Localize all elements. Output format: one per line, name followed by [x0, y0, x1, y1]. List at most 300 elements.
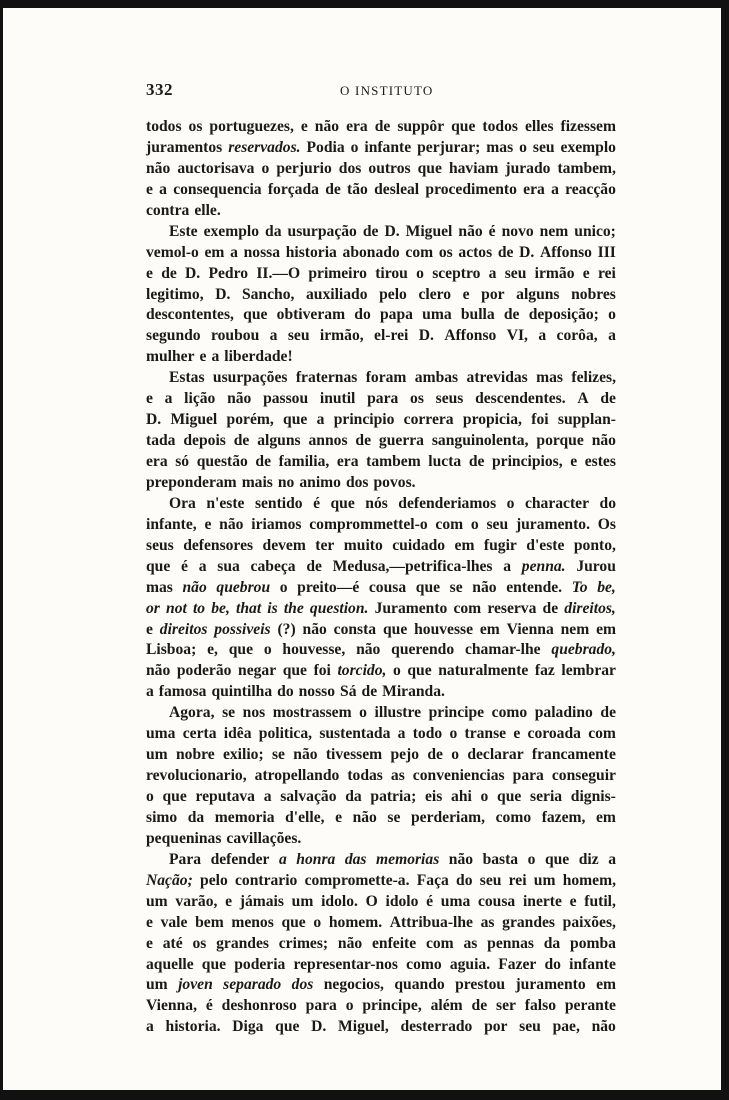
word: faz: [534, 662, 555, 680]
word: de: [497, 243, 514, 261]
word: D.: [185, 264, 201, 282]
word: torcido,: [337, 662, 387, 680]
word: que: [283, 411, 308, 429]
word: preponderam: [146, 473, 237, 491]
word: consequencia: [173, 180, 262, 198]
word: um: [146, 892, 168, 910]
word: suppôr: [397, 118, 445, 135]
word: corôa,: [556, 327, 598, 345]
word: nós: [365, 494, 388, 512]
word: porém,: [226, 411, 274, 429]
word: n'este: [206, 494, 245, 512]
word: patria;: [370, 788, 417, 805]
word: pomba: [570, 934, 616, 952]
word: lição: [184, 390, 216, 408]
word: e: [146, 934, 153, 952]
word: não: [146, 159, 171, 177]
word: Miguel: [170, 411, 218, 429]
word: e: [146, 913, 153, 931]
word: Vienna: [506, 620, 554, 638]
word: descendentes.: [475, 390, 566, 408]
word: sentido: [254, 494, 303, 512]
word: não: [591, 432, 616, 450]
word: como: [491, 704, 528, 722]
word: do: [599, 494, 616, 512]
word: era: [346, 118, 368, 135]
word: os: [438, 243, 453, 261]
word: alguns: [257, 432, 301, 450]
word: memoria: [214, 808, 275, 826]
word: Miguel,: [338, 1018, 389, 1036]
word: da: [345, 788, 362, 805]
word: é: [181, 557, 188, 575]
word: tão: [347, 180, 368, 198]
word: segundo: [146, 327, 201, 345]
word: conseguir: [551, 767, 616, 785]
word: memorias: [376, 850, 440, 868]
word: o: [527, 850, 536, 868]
text-line: [146, 389, 616, 410]
word: pae,: [552, 1018, 580, 1036]
word: se: [222, 704, 236, 722]
text-line: [146, 264, 616, 285]
text-line: [146, 1017, 616, 1038]
word: tambem,: [557, 159, 616, 177]
word: principios,: [492, 453, 563, 470]
text-line: [146, 996, 616, 1017]
word: o: [313, 913, 322, 931]
word: paladino: [534, 704, 593, 722]
word: quintilha: [211, 683, 273, 701]
word: Attribua-lhe: [389, 913, 473, 931]
word: a: [164, 390, 173, 408]
word: que: [417, 159, 442, 177]
word: III: [597, 243, 616, 261]
word: abonado: [342, 243, 400, 261]
text-line: [146, 620, 616, 641]
word: or: [146, 599, 160, 617]
text-line: [146, 452, 616, 473]
word: com: [405, 243, 434, 261]
word: D.: [146, 411, 162, 429]
word: todas: [347, 767, 383, 785]
body-text: [146, 117, 616, 1038]
word: que: [243, 306, 268, 324]
word: exilio;: [222, 746, 264, 764]
text-line: [146, 724, 616, 745]
text-line: [146, 536, 616, 557]
word: Diga: [232, 1018, 264, 1036]
text-line: [146, 515, 616, 536]
word: é: [488, 222, 496, 240]
word: a: [316, 411, 325, 429]
word: a: [269, 327, 278, 345]
word: joven: [178, 976, 213, 994]
word: Fazer: [498, 955, 537, 973]
word: a: [263, 788, 272, 805]
text-line: [146, 934, 616, 955]
word: porque: [536, 432, 584, 450]
word: compromette-a.: [304, 871, 410, 889]
word: a: [608, 850, 616, 868]
word: familia,: [278, 453, 330, 470]
word: fizessem: [560, 118, 616, 135]
word: que: [407, 662, 432, 680]
word: iriamos: [251, 515, 302, 533]
word: e: [146, 180, 153, 198]
word: é: [205, 997, 213, 1015]
word: irmão: [534, 264, 575, 282]
word: deshonroso: [221, 997, 297, 1015]
word: contra: [146, 201, 190, 219]
word: Nação;: [146, 871, 193, 889]
word: em: [454, 536, 475, 554]
word: illustre: [374, 704, 422, 722]
text-line: [146, 473, 616, 494]
word: se: [449, 578, 463, 596]
word: idolo.: [321, 892, 358, 910]
word: como: [495, 808, 532, 826]
word: rei: [597, 264, 616, 282]
word: Sancho,: [241, 285, 295, 303]
word: e: [335, 808, 343, 826]
word: Medusa,—petrifica-lhes: [332, 557, 493, 575]
word: em: [204, 243, 225, 261]
word: a: [488, 264, 497, 282]
word: o: [393, 662, 401, 680]
word: das: [344, 850, 367, 868]
text-line: [146, 703, 616, 724]
word: e: [225, 892, 233, 910]
word: o: [350, 138, 359, 156]
word: tirou: [375, 264, 408, 282]
word: de: [471, 997, 488, 1015]
word: pejo: [390, 746, 420, 764]
word: Estas: [169, 369, 205, 387]
word: lembrar: [561, 662, 616, 680]
word: el-rei: [374, 327, 409, 345]
word: de: [374, 118, 391, 135]
word: pelo: [379, 285, 407, 303]
word: principio: [333, 411, 395, 429]
word: (?): [277, 620, 296, 638]
word: homem.: [328, 913, 383, 931]
word: de: [233, 432, 250, 450]
word: be,: [211, 599, 230, 617]
word: actos: [458, 243, 493, 261]
text-line: [146, 117, 616, 138]
word: consta: [333, 620, 377, 638]
word: uma: [146, 725, 176, 743]
word: O: [365, 892, 378, 910]
text-line: [146, 159, 616, 180]
text-line: [146, 892, 616, 913]
word: obtiveram: [276, 306, 346, 324]
word: um: [533, 871, 556, 889]
word: liberdade!: [224, 348, 293, 366]
word: separado: [223, 976, 282, 994]
word: que: [544, 850, 570, 868]
text-line: [146, 766, 616, 787]
word: o: [279, 578, 288, 596]
word: quebrou: [216, 578, 271, 596]
word: atrevidas: [466, 369, 528, 387]
word: pelo: [200, 871, 228, 889]
word: D.: [215, 285, 231, 303]
word: o: [451, 746, 460, 764]
word: a: [159, 180, 167, 198]
page-number: 332: [146, 80, 173, 99]
word: foi: [313, 662, 331, 680]
word: dos: [291, 976, 314, 994]
word: com: [435, 515, 464, 533]
word: e: [582, 264, 590, 282]
word: que: [382, 620, 408, 638]
word: ponto,: [573, 536, 616, 554]
word: alguns: [516, 285, 560, 303]
word: e: [146, 264, 153, 282]
text-line: [146, 850, 616, 871]
word: pennas: [487, 934, 534, 952]
word: e: [513, 725, 521, 743]
word: is: [267, 599, 278, 617]
word: cousa: [368, 578, 407, 596]
word: perjurar;: [417, 138, 481, 156]
word: supplan-: [557, 411, 616, 429]
word: um: [291, 892, 314, 910]
word: animo: [299, 473, 341, 491]
word: aquelle: [146, 955, 194, 973]
word: outros: [368, 159, 411, 177]
word: II.—O: [256, 264, 301, 282]
word: atropellando: [254, 767, 340, 785]
word: e,: [207, 641, 218, 659]
word: penna.: [521, 557, 566, 575]
word: e: [300, 118, 308, 135]
word: unico;: [574, 222, 616, 240]
word: desterrado: [400, 1018, 473, 1036]
word: infante,: [146, 515, 197, 533]
word: possiveis: [214, 620, 271, 638]
word: A: [577, 390, 589, 408]
word: com: [588, 725, 616, 743]
word: e: [462, 285, 470, 303]
word: character: [524, 494, 590, 512]
word: Miguel: [405, 222, 453, 240]
word: cavillações.: [226, 829, 302, 847]
word: aguia.: [449, 955, 491, 973]
text-line: [146, 285, 616, 306]
word: foi: [531, 411, 549, 429]
word: que: [330, 494, 355, 512]
word: VI,: [506, 327, 528, 345]
word: que: [146, 557, 171, 575]
word: para: [305, 997, 337, 1015]
word: ambas: [414, 369, 459, 387]
word: usurpações: [212, 369, 288, 387]
word: estes: [584, 453, 616, 470]
word: não: [337, 934, 363, 952]
word: haviam: [448, 159, 499, 177]
word: que: [415, 578, 441, 596]
word: devem: [262, 536, 306, 554]
word: não: [182, 578, 207, 596]
word: em: [595, 808, 616, 826]
text-line: [146, 787, 616, 808]
word: a: [608, 327, 616, 345]
word: o: [146, 788, 154, 805]
word: querendo: [391, 641, 455, 659]
word: procedimento: [425, 180, 517, 198]
word: rei: [508, 871, 527, 889]
word: crimes;: [278, 934, 329, 952]
word: auxiliado: [305, 285, 368, 303]
word: a: [230, 243, 238, 261]
word: nem: [560, 620, 590, 638]
word: Juramento: [374, 599, 448, 617]
word: Pedro: [208, 264, 249, 282]
word: sceptro: [432, 264, 481, 282]
word: usurpação: [287, 222, 357, 240]
word: do: [277, 683, 294, 701]
word: o: [506, 494, 515, 512]
text-line: [146, 201, 616, 222]
text-line: [146, 431, 616, 452]
word: de: [503, 306, 520, 324]
word: era: [523, 180, 545, 198]
word: juramento: [515, 976, 586, 994]
word: entende.: [506, 578, 563, 596]
word: e: [204, 515, 212, 533]
word: por: [484, 1018, 508, 1036]
word: To: [571, 578, 588, 596]
text-line: [146, 368, 616, 389]
text-line: [146, 661, 616, 682]
word: todos: [146, 118, 182, 135]
word: certa: [182, 725, 217, 743]
word: que: [201, 955, 227, 973]
word: tambem: [366, 453, 421, 470]
word: seus: [146, 536, 174, 554]
word: novo: [501, 222, 534, 240]
word: Affonso: [444, 327, 497, 345]
word: Agora,: [169, 704, 215, 722]
word: seu: [486, 515, 509, 533]
word: Para: [169, 850, 202, 868]
word: D.: [418, 327, 434, 345]
word: da: [187, 808, 205, 826]
word: não: [352, 808, 377, 826]
word: lucta: [428, 453, 462, 470]
word: é: [313, 494, 321, 512]
word: dignis-: [570, 788, 616, 805]
text-line: [146, 305, 616, 326]
word: inerte: [522, 892, 562, 910]
word: perderiam,: [410, 808, 486, 826]
word: coroada: [527, 725, 581, 743]
word: houvesse,: [282, 641, 346, 659]
word: não: [458, 222, 483, 240]
word: e: [569, 892, 577, 910]
word: passou: [263, 390, 309, 408]
word: da: [265, 222, 282, 240]
word: povos.: [373, 473, 416, 491]
word: nos: [242, 704, 266, 722]
word: de: [355, 432, 372, 450]
word: os: [192, 934, 207, 952]
word: quebrado,: [551, 641, 616, 659]
word: a: [551, 180, 559, 198]
word: a: [146, 1018, 154, 1036]
text-line: [146, 829, 616, 850]
word: de: [600, 704, 616, 722]
word: os: [188, 118, 203, 135]
word: deposição;: [528, 306, 599, 324]
word: irmão,: [319, 327, 364, 345]
word: historia.: [165, 1018, 221, 1036]
word: a: [538, 327, 547, 345]
word: para: [512, 767, 544, 785]
word: as: [463, 934, 478, 952]
word: a: [146, 683, 154, 701]
word: mas: [536, 369, 563, 387]
word: não: [293, 746, 318, 764]
word: Faça: [416, 871, 449, 889]
word: tada: [146, 432, 176, 450]
word: descontentes,: [146, 306, 234, 324]
word: a: [198, 557, 207, 575]
word: annos: [308, 432, 348, 450]
word: grandes: [502, 913, 555, 931]
text-line: [146, 745, 616, 766]
word: e: [570, 453, 578, 470]
word: contrario: [234, 871, 298, 889]
word: em: [479, 620, 500, 638]
text-line: [146, 243, 616, 264]
word: Os: [597, 515, 616, 533]
word: não: [472, 578, 497, 596]
word: forçada: [267, 180, 319, 198]
word: vale: [160, 913, 188, 931]
word: seria: [530, 788, 563, 805]
text-line: [146, 808, 616, 829]
word: se: [271, 746, 285, 764]
word: sua: [217, 557, 240, 575]
word: nossa: [243, 243, 281, 261]
word: conveniencias: [412, 767, 505, 785]
word: comprommettel-o: [309, 515, 428, 533]
word: o: [416, 264, 424, 282]
text-line: [146, 557, 616, 578]
word: poderia: [234, 955, 286, 973]
word: defenderiamos: [398, 494, 497, 512]
word: jurado: [505, 159, 551, 177]
word: Miranda.: [382, 683, 445, 701]
word: o: [519, 138, 527, 156]
word: um: [146, 976, 168, 994]
word: idolo: [385, 892, 419, 910]
word: representar-nos: [293, 955, 399, 973]
word: legitimo,: [146, 285, 204, 303]
word: Affonso: [540, 243, 592, 261]
word: de: [427, 746, 443, 764]
word: que: [497, 788, 522, 805]
word: cabeça: [250, 557, 296, 575]
word: infante: [364, 138, 412, 156]
word: não: [591, 1018, 616, 1036]
word: e: [146, 620, 153, 638]
word: famosa: [158, 683, 207, 701]
